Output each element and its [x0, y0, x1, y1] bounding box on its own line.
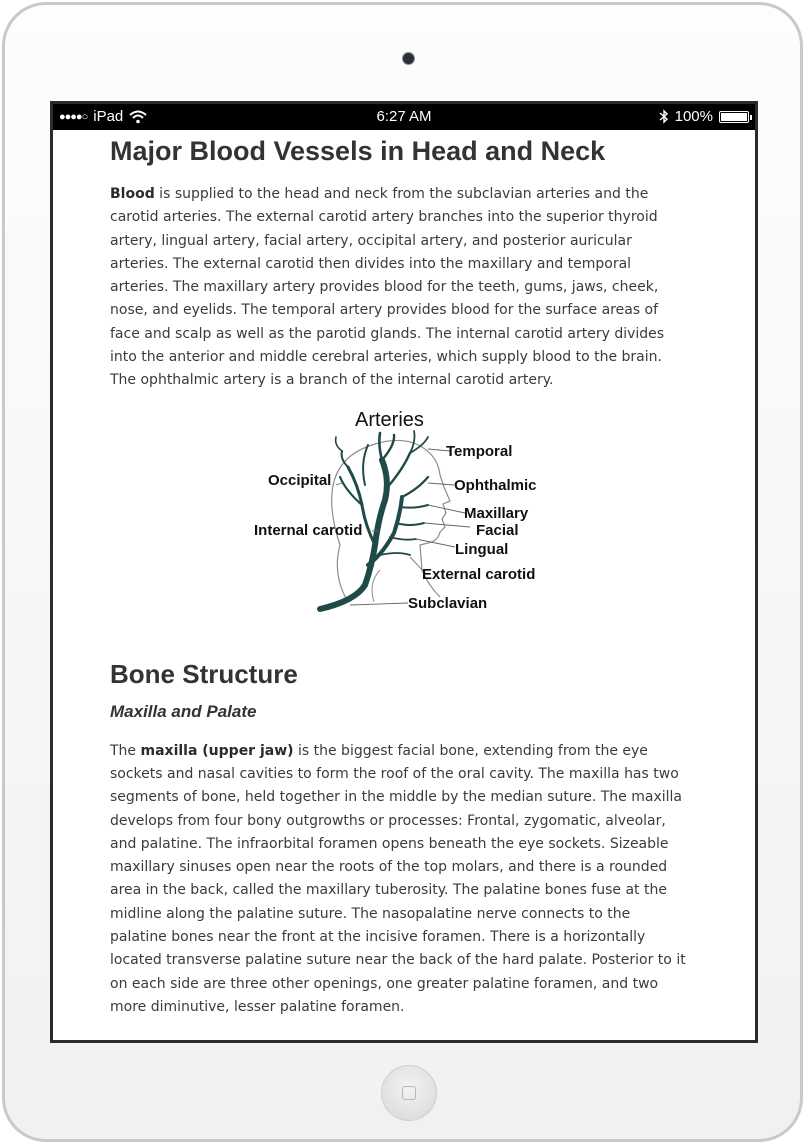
intro-text: is supplied to the head and neck from the subclavian arteries and the carotid arteries. The external carotid artery branches into the superior thyroid artery, lingual artery, facial artery, occipital artery, and posterior auricular arteries. The external carotid then divides into the maxillary and temporal arteries. The maxillary artery provides blood for the teeth, gums, jaws, cheek, nose, and eyelids. The temporal artery provides blood for the surface areas of face and scalp as well as the parotid glands. The internal carotid artery divides into the anterior and middle cerebral arteries, which supply blood to the brain. The ophthalmic artery is a branch of the internal carotid artery.: [110, 186, 665, 389]
maxilla-paragraph: [110, 740, 690, 1020]
carrier-label: iPad: [93, 108, 124, 125]
article: [110, 136, 690, 1019]
battery-nub: [750, 115, 752, 120]
battery-fill: [721, 113, 747, 121]
camera: [402, 52, 415, 65]
diagram-title: Arteries: [355, 408, 424, 431]
label-facial: Facial: [476, 521, 519, 539]
screen: [50, 101, 758, 1043]
home-square-icon: [402, 1086, 416, 1100]
intro-bold: Blood: [110, 186, 155, 202]
article-title: Major Blood Vessels in Head and Neck: [110, 136, 606, 166]
section-title-bone-structure: Bone Structure: [110, 658, 298, 689]
status-time: 6:27 AM: [376, 108, 432, 125]
label-external-carotid: External carotid: [422, 565, 536, 583]
maxilla-bold: maxilla (upper jaw): [140, 742, 294, 759]
status-bar: [53, 104, 755, 130]
label-temporal: Temporal: [446, 442, 513, 460]
status-right: [659, 108, 749, 125]
label-subclavian: Subclavian: [408, 594, 488, 612]
label-occipital: Occipital: [268, 471, 332, 489]
label-lingual: Lingual: [455, 540, 509, 558]
intro-paragraph: [110, 183, 690, 393]
home-button[interactable]: [381, 1065, 437, 1121]
bluetooth-icon: [659, 109, 669, 124]
maxilla-para-text: is the biggest facial bone, extending from the eye sockets and nasal cavities to form the roof of the oral cavity. The maxilla has two segments of bone, held together in the middle by the median suture. The maxilla develops from four bony outgrowths or processes: Frontal, zygomatic, alveolar, and palatine. The infraorbital foramen opens beneath the eye sockets. Sizeable maxillary sinuses open near the roots of the top molars, and there is a rounded area in the back, called the maxillary tuberosity. The palatine bones fuse at the midline along the palatine suture. The nasopalatine nerve connects to the palatine bones near the front at the incisive foramen. There is a horizontally located transverse palatine suture near the back of the hard palate. Posterior to it on each side are three other openings, one greater palatine foramen, and two more diminutive, lesser palatine foramen.: [110, 742, 686, 1015]
signal-icon: ●●●●○: [59, 110, 88, 123]
section-subtitle-maxilla: Maxilla and Palate: [110, 701, 257, 721]
battery-percent: 100%: [674, 108, 713, 125]
maxilla-para-start: The: [110, 742, 141, 759]
label-maxillary: Maxillary: [464, 504, 529, 522]
label-internal-carotid: Internal carotid: [254, 521, 363, 539]
arteries-illustration: [110, 405, 690, 631]
arteries-diagram: [110, 405, 690, 631]
battery-icon: [719, 111, 749, 123]
label-ophthalmic: Ophthalmic: [454, 476, 537, 494]
